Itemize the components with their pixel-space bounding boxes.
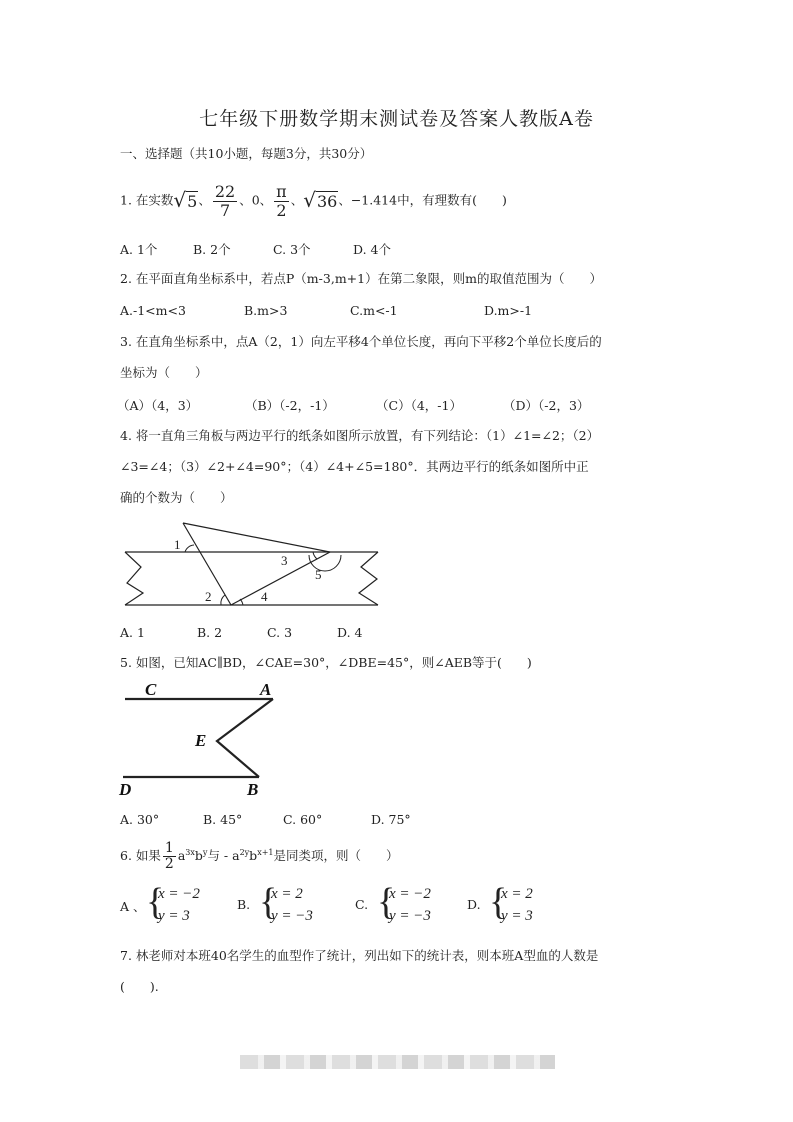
section-heading: 一、选择题（共10小题，每题3分，共30分） bbox=[120, 146, 373, 161]
question-1 bbox=[120, 180, 507, 220]
q5-option-d: D. 75° bbox=[371, 812, 411, 827]
question-5: 5. 如图，已知AC∥BD，∠CAE=30°，∠DBE=45°，则∠AEB等于( ) bbox=[120, 655, 532, 670]
fig5-label-c: C bbox=[145, 680, 157, 699]
q2-option-d: D.m>-1 bbox=[484, 303, 533, 318]
q2-option-a: A.-1<m<3 bbox=[120, 303, 186, 318]
q1-option-d: D. 4个 bbox=[353, 242, 391, 257]
fig4-label-5: 5 bbox=[315, 567, 322, 582]
equation-x: x = −2 bbox=[158, 886, 200, 902]
question-7-line-2: ( ). bbox=[120, 979, 159, 994]
fig5-label-a: A bbox=[260, 680, 272, 699]
q4-figure bbox=[115, 515, 395, 615]
fig4-label-2: 2 bbox=[205, 589, 212, 604]
q6-option-a bbox=[120, 881, 230, 932]
strip-left-tear bbox=[125, 552, 143, 605]
q3-option-c: （C）（4，-1） bbox=[376, 398, 462, 413]
q5-option-b: B. 45° bbox=[203, 812, 243, 827]
q2-option-c: C.m<-1 bbox=[350, 303, 398, 318]
equation-y: y = 3 bbox=[501, 908, 533, 924]
sqrt-5: √5 bbox=[173, 188, 198, 212]
brace: { bbox=[146, 881, 165, 923]
q6-exp: y bbox=[202, 848, 208, 857]
equation-y: y = 3 bbox=[158, 908, 190, 924]
q5-figure bbox=[115, 678, 290, 803]
q6-exp: 3x bbox=[185, 848, 195, 857]
page-title: 七年级下册数学期末测试卷及答案人教版A卷 bbox=[199, 108, 594, 130]
fraction-pi-2: $\frac{\pi}{2}$ bbox=[276, 181, 287, 220]
q1-sep: 、0、 bbox=[239, 192, 273, 208]
q6-exp: x+1 bbox=[257, 848, 274, 857]
question-3-line-2: 坐标为（ ） bbox=[120, 365, 208, 380]
question-3-line-1: 3. 在直角坐标系中，点A（2，1）向左平移4个单位长度，再向下平移2个单位长度后的 bbox=[120, 334, 602, 349]
line-aeb bbox=[217, 699, 273, 777]
q6-option-c bbox=[355, 881, 465, 932]
q4-option-a: A. 1 bbox=[120, 625, 145, 640]
option-label: A 、 bbox=[120, 899, 146, 914]
fig5-label-d: D bbox=[119, 780, 132, 799]
q1-option-a: A. 1个 bbox=[120, 242, 158, 257]
question-4-line-3: 确的个数为（ ） bbox=[120, 490, 233, 505]
question-4-line-1: 4. 将一直角三角板与两边平行的纸条如图所示放置，有下列结论：（1）∠1=∠2；（2） bbox=[120, 428, 600, 443]
q1-sep: 、 bbox=[290, 192, 304, 208]
q1-option-c: C. 3个 bbox=[273, 242, 311, 257]
q1-option-b: B. 2个 bbox=[193, 242, 231, 257]
q6-term: a bbox=[177, 848, 186, 864]
fig4-label-1: 1 bbox=[174, 537, 181, 552]
question-2: 2. 在平面直角坐标系中，若点P（m-3,m+1）在第二象限，则m的取值范围为（ ） bbox=[120, 271, 602, 286]
q4-option-d: D. 4 bbox=[337, 625, 363, 640]
q4-option-b: B. 2 bbox=[197, 625, 223, 640]
q6-suffix: 是同类项，则（ ） bbox=[273, 848, 399, 864]
fraction-22-7: $\frac{22}{7}$ bbox=[214, 181, 236, 220]
angle-2-arc bbox=[221, 595, 225, 605]
q3-option-b: （B）（-2，-1） bbox=[245, 398, 335, 413]
fig4-label-4: 4 bbox=[261, 589, 268, 604]
fig5-label-e: E bbox=[195, 731, 207, 750]
q2-option-b: B.m>3 bbox=[244, 303, 288, 318]
q1-sep: 、 bbox=[198, 192, 211, 208]
blurred-footer-watermark bbox=[240, 1055, 555, 1069]
q6-term: b bbox=[249, 848, 258, 864]
q3-option-a: （A）（4，3） bbox=[117, 398, 199, 413]
angle-5-arc bbox=[309, 555, 341, 571]
option-label: D. bbox=[467, 897, 481, 912]
equation-y: y = −3 bbox=[271, 908, 313, 924]
q1-suffix: 、−1.414中，有理数有( ) bbox=[338, 192, 507, 208]
equation-x: x = 2 bbox=[271, 886, 303, 902]
brace: { bbox=[259, 881, 278, 923]
q5-option-a: A. 30° bbox=[120, 812, 160, 827]
angle-3-arc bbox=[313, 552, 317, 559]
q3-option-d: （D）（-2，3） bbox=[503, 398, 590, 413]
option-label: C. bbox=[355, 897, 369, 912]
q6-prefix: 6. 如果 bbox=[120, 848, 161, 864]
equation-y: y = −3 bbox=[389, 908, 431, 924]
option-label: B. bbox=[237, 897, 251, 912]
brace: { bbox=[489, 881, 508, 923]
brace: { bbox=[377, 881, 396, 923]
question-6 bbox=[120, 833, 399, 873]
strip-right-tear bbox=[359, 552, 378, 605]
q6-exp: 2y bbox=[239, 848, 250, 857]
q5-option-c: C. 60° bbox=[283, 812, 323, 827]
equation-x: x = 2 bbox=[501, 886, 533, 902]
equation-x: x = −2 bbox=[389, 886, 431, 902]
question-4-line-2: ∠3=∠4；（3）∠2+∠4=90°；（4）∠4+∠5=180°．其两边平行的纸条如图所中正 bbox=[120, 459, 589, 474]
fraction-1-2: $\frac{1}{2}$ bbox=[164, 840, 174, 873]
q6-option-b bbox=[237, 881, 347, 932]
q6-term: b bbox=[194, 848, 203, 864]
q4-option-c: C. 3 bbox=[267, 625, 293, 640]
q6-term: 与 - a bbox=[207, 848, 240, 864]
sqrt-36: √36 bbox=[303, 188, 338, 212]
angle-1-arc bbox=[185, 545, 194, 552]
q1-prefix: 1. 在实数 bbox=[120, 192, 174, 208]
fig4-label-3: 3 bbox=[281, 553, 288, 568]
fig5-label-b: B bbox=[247, 780, 259, 799]
q6-option-d bbox=[467, 881, 577, 932]
question-7-line-1: 7. 林老师对本班40名学生的血型作了统计，列出如下的统计表，则本班A型血的人数是 bbox=[120, 948, 599, 963]
